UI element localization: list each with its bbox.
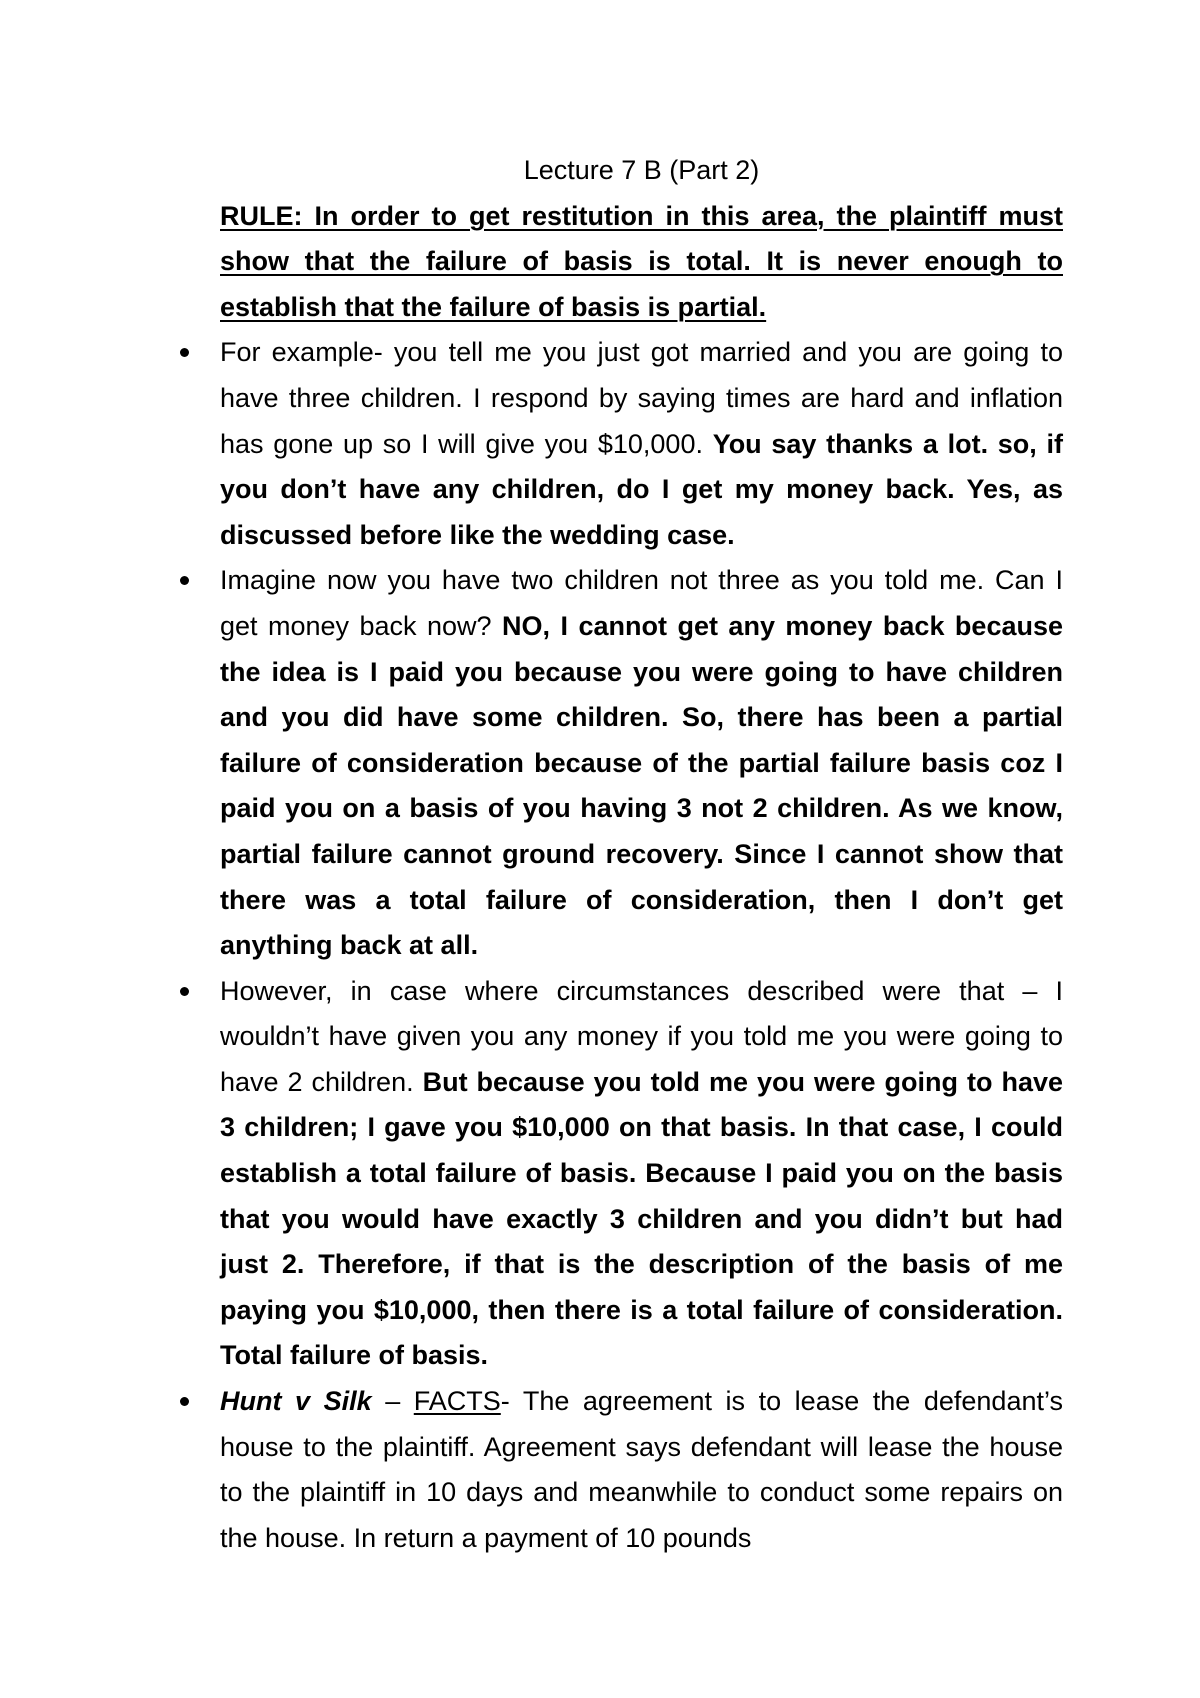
page-title: Lecture 7 B (Part 2): [523, 155, 760, 185]
case-name: Hunt v Silk: [220, 1386, 372, 1417]
document-content: [220, 148, 1063, 1561]
bullet-text-bold: You say thanks a lot. so, if you don’t have any children, do I get my money back. Yes, as discussed before like the wedding case.: [220, 428, 1064, 550]
bullet-text-normal: Imagine now you have two children not three as you told me. Can I get money back now?: [220, 565, 1063, 641]
rule-statement: RULE: In order to get restitution in this area, the plaintiff must show that the failure of basis is total. It is never enough to establish that the failure of basis is partial.: [220, 200, 1063, 322]
bullet-text-normal: However, in case where circumstances described were that – I wouldn’t have given you any money if you told me you were going to have 2 children.: [220, 975, 1063, 1097]
list-item: [220, 969, 1063, 1379]
bullet-text-bold: NO, I cannot get any money back because the idea is I paid you because you were going to have children and you did have some children. So, there has been a partial failure of consideration because of the partial failure basis coz I paid you on a basis of you having 3 not 2 children. As we know, partial failure cannot ground recovery. Since I cannot show that there was a total failure of consideration, then I don’t get anything back at all.: [220, 610, 1063, 961]
list-item: [220, 330, 1063, 558]
bullet-text-bold: But because you told me you were going to have 3 children; I gave you $10,000 on that basis. In that case, I could establish a total failure of basis. Because I paid you on the basis that you would have exactly 3 children and you didn’t but had just 2. Therefore, if that is the description of the basis of me paying you $10,000, then there is a total failure of consideration. Total failure of basis.: [220, 1066, 1064, 1371]
list-item: [220, 558, 1063, 968]
bullet-icon: [180, 1397, 189, 1406]
bullet-text-normal: - The agreement is to lease the defendant’s house to the plaintiff. Agreement says defendant will lease the house to the plaintiff in 10 days and meanwhile to conduct some repairs on the house. In return a payment of 10 pounds: [220, 1386, 1063, 1553]
bullet-icon: [180, 576, 189, 585]
bullet-icon: [180, 348, 189, 357]
bullet-list: [220, 330, 1063, 1561]
case-dash: –: [371, 1386, 414, 1417]
list-item: [220, 1379, 1063, 1561]
bullet-icon: [180, 987, 189, 996]
bullet-text-normal: For example- you tell me you just got married and you are going to have three children. I respond by saying times are hard and inflation has gone up so I will give you $10,000.: [220, 337, 1063, 459]
facts-label: FACTS: [413, 1386, 501, 1417]
